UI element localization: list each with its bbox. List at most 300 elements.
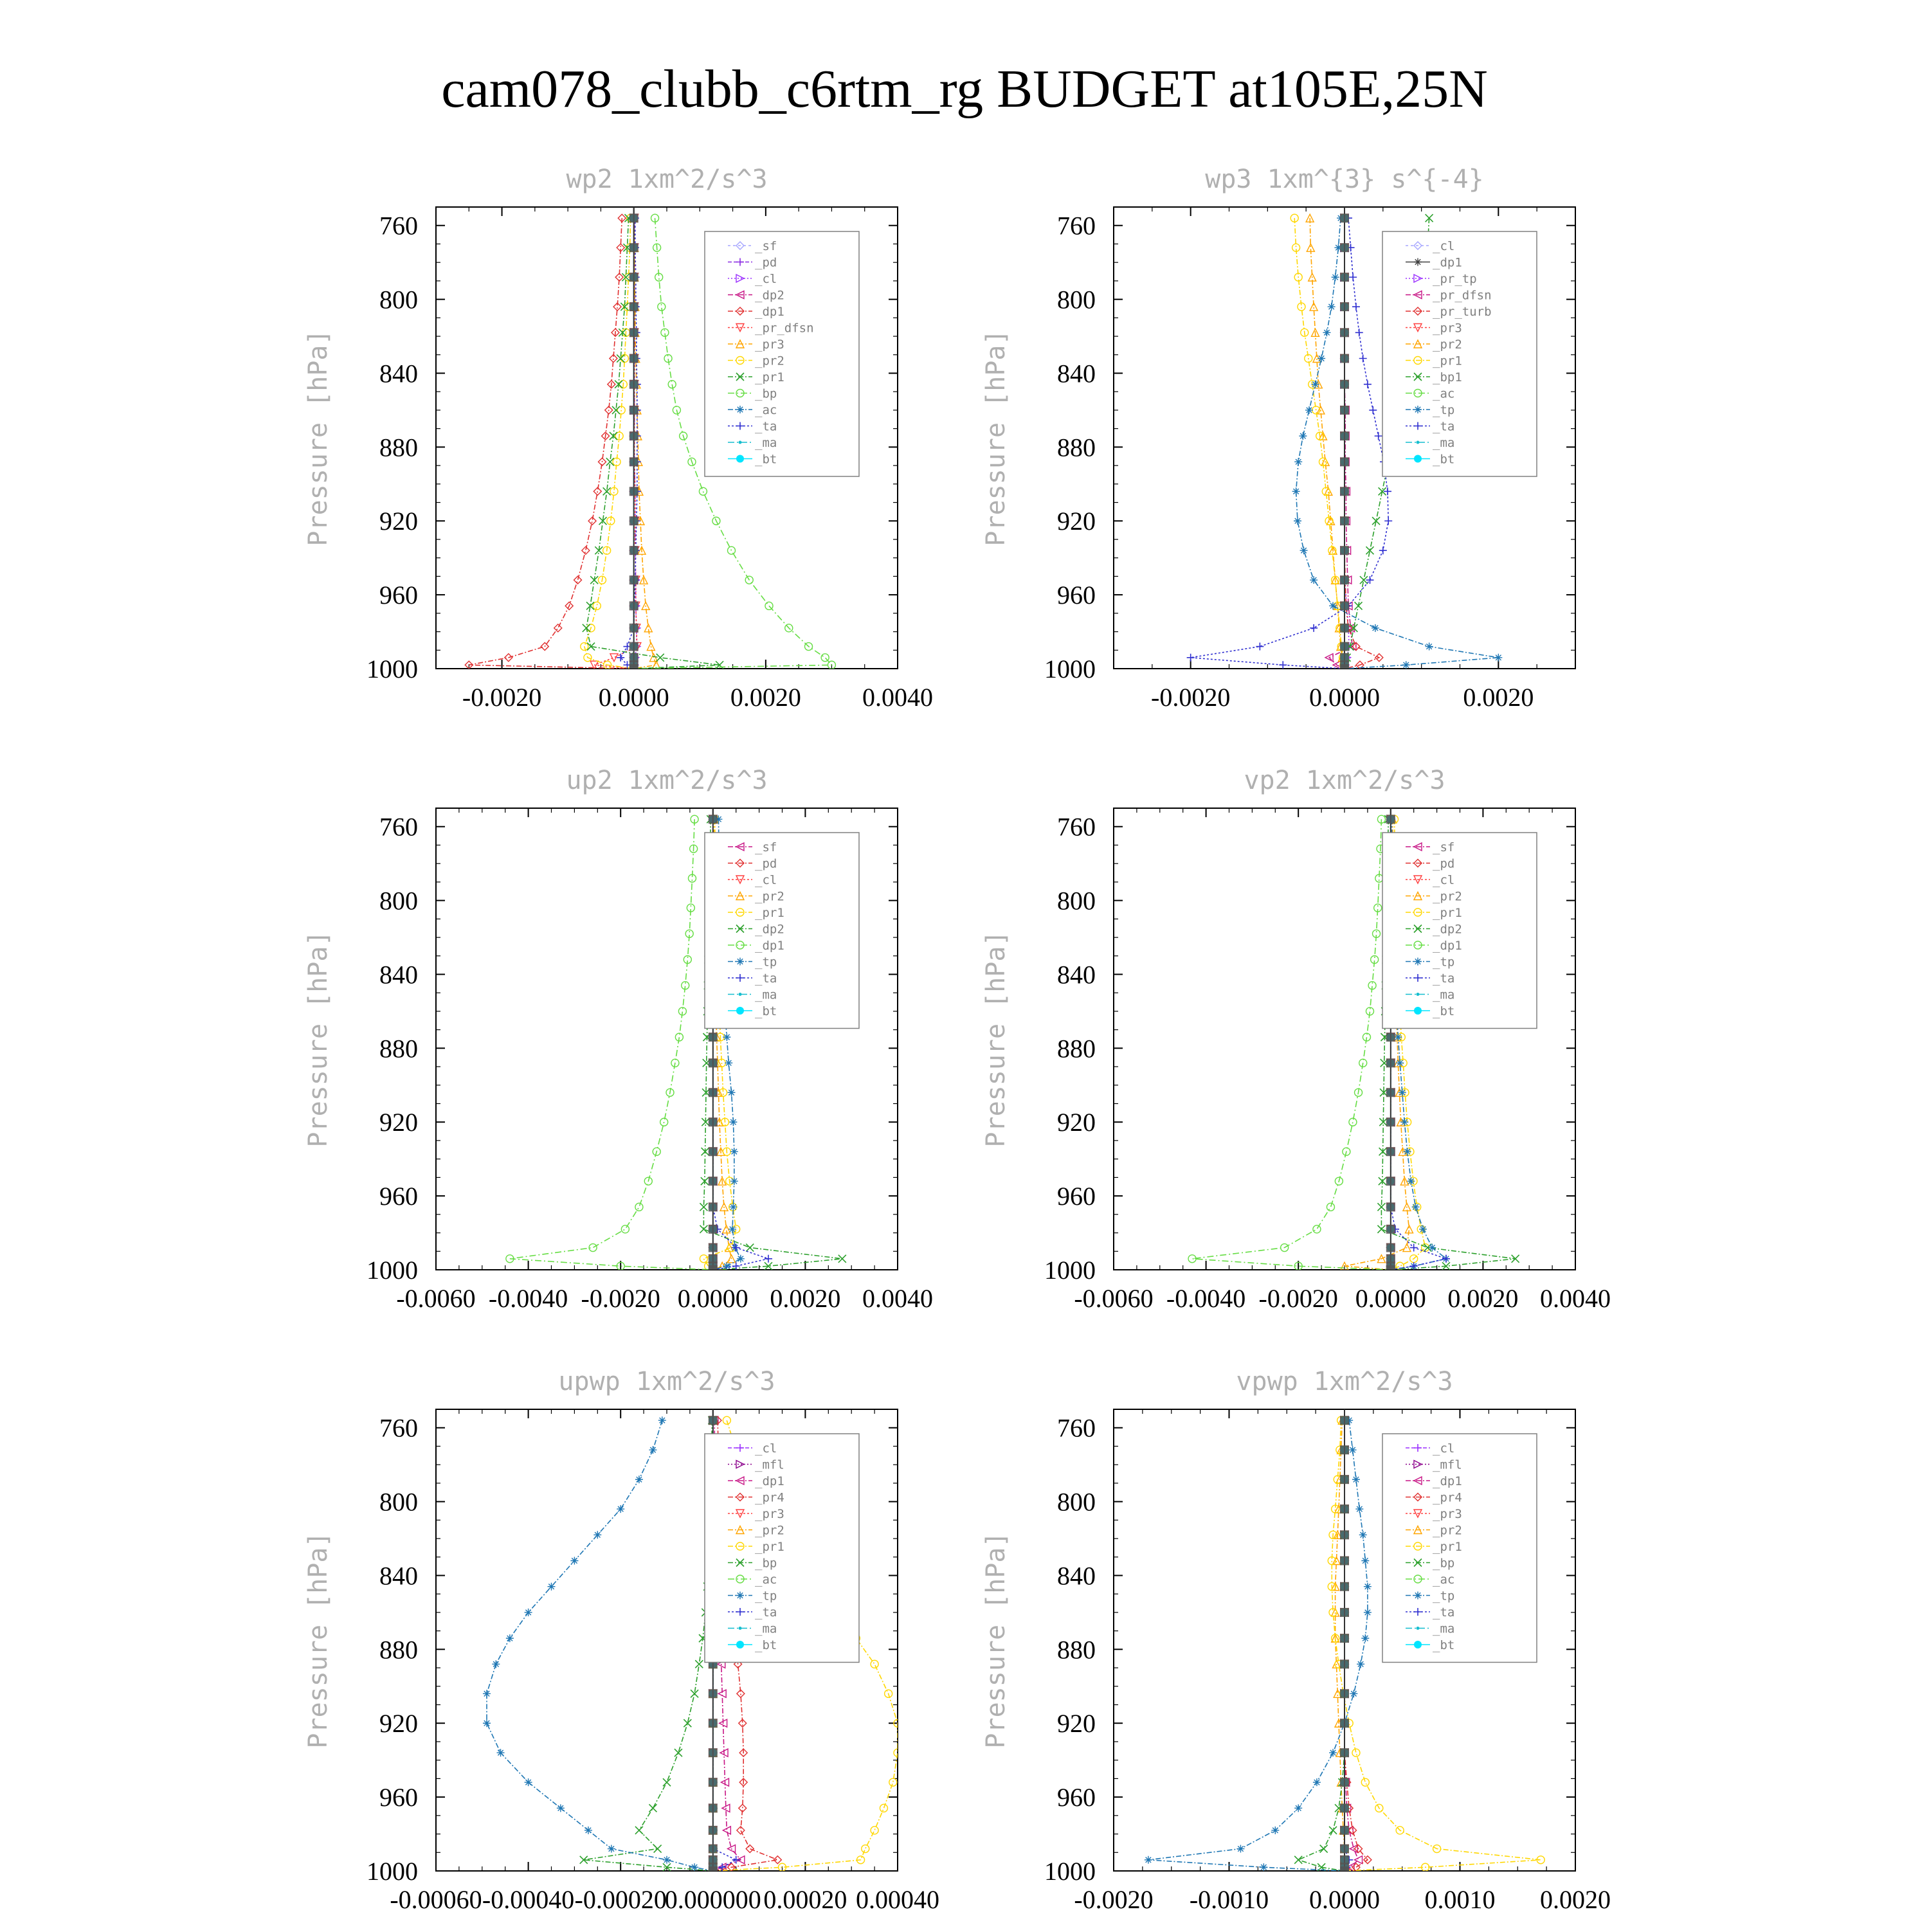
legend-label: _bt xyxy=(1433,1638,1455,1652)
series_tp-marker xyxy=(1292,487,1300,495)
x-tick-label: -0.0020 xyxy=(1074,1885,1154,1914)
legend-label: _mfl xyxy=(1433,1458,1462,1472)
legend_bt-marker xyxy=(736,455,744,463)
zero-marker xyxy=(629,457,638,466)
legend-label: _sf xyxy=(755,239,777,253)
legend-label: _bp xyxy=(755,1556,777,1571)
series_dp1-marker xyxy=(1313,1225,1321,1233)
x-tick-label: 0.0040 xyxy=(1540,1284,1611,1313)
series-line_pr1 xyxy=(586,218,720,669)
series_tp-marker xyxy=(658,1416,666,1424)
series_ta-marker xyxy=(1355,329,1363,336)
zero-marker xyxy=(1386,1147,1395,1156)
series_bp xyxy=(580,1416,717,1875)
series_pr2-marker xyxy=(593,602,601,609)
legend-label: _pr3 xyxy=(755,1507,784,1521)
zero-marker xyxy=(1340,1504,1349,1513)
zero-marker xyxy=(629,575,638,584)
series_tp-marker xyxy=(506,1634,514,1642)
x-tick-label: 0.0040 xyxy=(862,683,933,712)
zero-marker xyxy=(1386,1225,1395,1234)
zero-marker xyxy=(1340,546,1349,555)
legend_tp-marker xyxy=(1414,406,1422,413)
legend xyxy=(1382,231,1537,476)
series_tp-marker xyxy=(1359,1531,1367,1539)
zero-marker xyxy=(1386,1088,1395,1097)
legend-label: _pr1 xyxy=(1433,1540,1462,1554)
legend-label: _cl xyxy=(1433,239,1455,253)
x-tick-label: -0.00060 xyxy=(390,1885,482,1914)
legend-label: _bp xyxy=(1433,1556,1455,1571)
zero-marker xyxy=(1386,1202,1395,1211)
zero-marker xyxy=(1340,213,1349,222)
series_tp-marker xyxy=(1412,1203,1420,1211)
series_pr1-marker xyxy=(700,1255,707,1263)
y-tick-label: 1000 xyxy=(367,1256,418,1285)
legend-label: _pr2 xyxy=(1433,338,1462,352)
series_tp-marker xyxy=(1361,1634,1369,1642)
zero-marker xyxy=(1340,1475,1349,1484)
y-tick-label: 920 xyxy=(1057,1709,1096,1738)
legend-label: _pr1 xyxy=(755,906,784,920)
series_tp-marker xyxy=(1352,1476,1360,1483)
series_ta-marker xyxy=(1375,432,1382,440)
series_pr4-marker xyxy=(746,1845,754,1853)
legend-label: _cl xyxy=(755,272,777,286)
legend_ma-marker xyxy=(1417,441,1420,444)
zero-marker xyxy=(709,1177,718,1186)
y-tick-label: 960 xyxy=(379,1182,418,1211)
series_ta-marker xyxy=(1310,624,1318,632)
zero-marker xyxy=(1386,1033,1395,1042)
legend-label: _tp xyxy=(1433,1589,1455,1603)
series_tp-marker xyxy=(663,1856,671,1864)
series_tp-marker xyxy=(1402,661,1410,669)
zero-marker xyxy=(629,243,638,252)
zero-marker xyxy=(709,1225,718,1234)
chart-panel-2 xyxy=(981,165,1575,712)
legend_ma-marker xyxy=(1417,993,1420,996)
legend_bt-marker xyxy=(1414,455,1422,463)
legend xyxy=(705,231,859,476)
legend-label: _ta xyxy=(755,971,777,986)
series_pr1-marker xyxy=(871,1660,878,1668)
legend-label: _dp1 xyxy=(1433,1474,1462,1488)
legend-label: _pr2 xyxy=(755,1523,784,1538)
legend-label: _cl xyxy=(755,1441,777,1456)
y-tick-label: 880 xyxy=(1057,433,1096,462)
x-tick-label: -0.0010 xyxy=(1189,1885,1269,1914)
legend-label: _pr2 xyxy=(1433,1523,1462,1538)
panel-title: up2 1xm^2/s^3 xyxy=(566,766,768,795)
series_dp1-marker xyxy=(554,624,562,632)
legend-label: _pr4 xyxy=(755,1490,784,1505)
zero-marker xyxy=(1340,516,1349,525)
zero-marker xyxy=(629,328,638,337)
legend_tp-marker xyxy=(736,958,744,966)
series_dp1 xyxy=(1188,815,1395,1274)
series_tp-marker xyxy=(635,1476,643,1483)
panel-title: wp3 1xm^{3} s^{-4} xyxy=(1205,165,1484,194)
series_bp1-marker xyxy=(1372,517,1380,525)
zero-marker xyxy=(1340,1445,1349,1454)
series_tp-marker xyxy=(1426,643,1433,651)
series-line_pr2 xyxy=(584,218,634,669)
series_tp-marker xyxy=(1404,1148,1411,1155)
series_dp1-marker xyxy=(1327,1203,1334,1211)
panel-title: vp2 1xm^2/s^3 xyxy=(1244,766,1445,795)
panel-title: vpwp 1xm^2/s^3 xyxy=(1236,1367,1453,1396)
zero-marker xyxy=(629,354,638,363)
zero-marker xyxy=(1340,1748,1349,1757)
series_tp-marker xyxy=(1313,1778,1321,1786)
series_ta-marker xyxy=(1369,406,1377,414)
series_dp2-marker xyxy=(1377,1225,1385,1233)
series_tp-marker xyxy=(617,1505,624,1513)
y-tick-label: 880 xyxy=(1057,1635,1096,1665)
zero-marker xyxy=(1340,243,1349,252)
legend-label: _pr3 xyxy=(1433,321,1462,336)
legend-label: _pr_dfsn xyxy=(755,321,814,336)
legend-label: _ac xyxy=(755,1573,777,1587)
y-tick-label: 1000 xyxy=(1044,1256,1096,1285)
zero-marker xyxy=(1386,1117,1395,1126)
zero-marker xyxy=(1340,664,1349,673)
legend xyxy=(705,833,859,1029)
y-axis-label: Pressure [hPa] xyxy=(303,1531,333,1749)
series_tp-marker xyxy=(1318,355,1325,363)
series_dp1-marker xyxy=(621,1225,629,1233)
x-tick-label: 0.0040 xyxy=(862,1284,933,1313)
zero-marker xyxy=(1340,1803,1349,1812)
series_ta xyxy=(1187,214,1393,673)
series_pr1-marker xyxy=(610,432,617,440)
series_tp-marker xyxy=(1329,602,1337,609)
series_bp-marker xyxy=(699,487,707,495)
legend-label: _ta xyxy=(1433,419,1455,434)
series_tp-marker xyxy=(1400,1118,1408,1126)
x-tick-label: -0.0020 xyxy=(462,683,542,712)
y-tick-label: 960 xyxy=(1057,1182,1096,1211)
zero-marker xyxy=(1386,1243,1395,1252)
series_tp-marker xyxy=(570,1557,578,1565)
series_bp-marker xyxy=(663,1778,671,1786)
zero-marker xyxy=(629,601,638,610)
series_tp-marker xyxy=(1399,1088,1406,1096)
panel-title: wp2 1xm^2/s^3 xyxy=(566,165,768,194)
legend-label: _ac xyxy=(1433,386,1455,401)
y-tick-label: 760 xyxy=(379,1413,418,1443)
y-tick-label: 920 xyxy=(379,507,418,536)
series_tp-marker xyxy=(1419,1225,1427,1233)
series_tp-marker xyxy=(1328,303,1336,311)
x-tick-label: 0.0020 xyxy=(1447,1284,1519,1313)
series_tp-marker xyxy=(730,1177,738,1185)
x-tick-label: 0.0000 xyxy=(598,683,669,712)
zero-marker xyxy=(629,516,638,525)
zero-marker xyxy=(709,1803,718,1812)
series_ta-marker xyxy=(1187,654,1195,662)
zero-line-markers xyxy=(629,207,638,673)
legend-label: _pr_dfsn xyxy=(1433,288,1492,303)
y-tick-label: 960 xyxy=(1057,1783,1096,1812)
zero-marker xyxy=(1340,380,1349,389)
series_bp-marker xyxy=(654,1845,662,1853)
legend-label: _ac xyxy=(755,403,777,417)
legend-label: _ma xyxy=(1433,1621,1455,1636)
series_tp-marker xyxy=(737,1255,745,1263)
y-tick-label: 920 xyxy=(1057,1108,1096,1137)
zero-marker xyxy=(1386,815,1395,824)
zero-marker xyxy=(709,1058,718,1067)
zero-marker xyxy=(629,642,638,651)
legend_bt-marker xyxy=(1414,1007,1422,1015)
series_pr1-marker xyxy=(862,1845,869,1853)
legend xyxy=(1382,833,1537,1029)
series_tp-marker xyxy=(1396,1059,1404,1067)
x-tick-label: 0.0000 xyxy=(1355,1284,1426,1313)
series-line_tp xyxy=(487,1420,713,1871)
panel-title: upwp 1xm^2/s^3 xyxy=(558,1367,775,1396)
series-line_dp1 xyxy=(1192,819,1391,1270)
legend-label: _pr2 xyxy=(755,889,784,904)
legend-label: _ta xyxy=(1433,971,1455,986)
legend-label: _pr3 xyxy=(1433,1507,1462,1521)
y-tick-label: 840 xyxy=(379,1561,418,1591)
zero-marker xyxy=(1340,406,1349,415)
legend-label: _ma xyxy=(1433,436,1455,450)
legend-label: _pr_turb xyxy=(1433,305,1492,319)
zero-marker xyxy=(709,1088,718,1097)
legend-label: _pr1 xyxy=(1433,354,1462,368)
series_ta-marker xyxy=(617,654,624,662)
x-tick-label: 0.0000 xyxy=(677,1284,748,1313)
zero-marker xyxy=(1340,431,1349,440)
x-tick-label: 0.0020 xyxy=(770,1284,841,1313)
series_ta-marker xyxy=(1352,303,1360,311)
zero-marker xyxy=(1340,1826,1349,1835)
legend-label: _mfl xyxy=(755,1458,784,1472)
series_pr_dfsn-marker xyxy=(610,654,618,662)
y-tick-label: 920 xyxy=(1057,507,1096,536)
zero-marker xyxy=(1340,1845,1349,1854)
legend-label: _dp1 xyxy=(755,1474,784,1488)
series_tp-marker xyxy=(1349,1446,1357,1454)
series_tp-marker xyxy=(1260,1863,1267,1871)
series_pr1-marker xyxy=(1352,1749,1360,1756)
series_tp-marker xyxy=(1310,576,1318,584)
x-tick-label: -0.0020 xyxy=(1258,1284,1338,1313)
x-tick-label: -0.0020 xyxy=(1151,683,1231,712)
series_tp-marker xyxy=(1305,406,1313,414)
series_tp-marker xyxy=(584,1827,592,1834)
x-tick-label: 0.0000 xyxy=(1309,683,1380,712)
legend-label: _pr_tp xyxy=(1433,272,1477,286)
y-tick-label: 840 xyxy=(1057,960,1096,989)
series_tp-marker xyxy=(723,1033,730,1041)
legend-label: _bt xyxy=(755,452,777,467)
zero-marker xyxy=(709,1033,718,1042)
series_bp1-marker xyxy=(1355,602,1363,609)
zero-marker xyxy=(1340,1634,1349,1643)
y-tick-label: 800 xyxy=(1057,285,1096,314)
y-tick-label: 880 xyxy=(1057,1034,1096,1063)
x-tick-label: -0.0040 xyxy=(488,1284,568,1313)
series_pr1-marker xyxy=(871,1827,878,1834)
zero-marker xyxy=(629,624,638,633)
series_tp-marker xyxy=(649,1446,657,1454)
series_tp-marker xyxy=(1357,1660,1364,1668)
zero-marker xyxy=(1340,1719,1349,1728)
series_tp-marker xyxy=(1355,1505,1363,1513)
series_ta-marker xyxy=(765,1255,772,1263)
legend xyxy=(1382,1434,1537,1663)
series_bp-marker xyxy=(684,1719,691,1727)
zero-marker xyxy=(709,1866,718,1875)
series-line_pr_turb xyxy=(1345,218,1379,669)
y-tick-label: 760 xyxy=(1057,1413,1096,1443)
legend_ac-marker xyxy=(736,406,744,413)
zero-marker xyxy=(709,1689,718,1698)
series_tp xyxy=(483,1416,717,1875)
series-line_pr2 xyxy=(1310,218,1345,669)
series_dp1 xyxy=(465,214,637,673)
legend_ma-marker xyxy=(1417,1627,1420,1630)
series_tp-marker xyxy=(729,1225,736,1233)
chart-panel-3 xyxy=(303,766,933,1313)
x-tick-label: 0.0020 xyxy=(730,683,801,712)
legend-label: _ta xyxy=(755,419,777,434)
y-axis-label: Pressure [hPa] xyxy=(981,329,1011,546)
x-tick-label: 0.0000 xyxy=(1309,1885,1380,1914)
series_ta-marker xyxy=(1256,643,1263,651)
series_pr1 xyxy=(583,214,723,673)
zero-marker xyxy=(709,1147,718,1156)
legend-label: _pd xyxy=(755,255,777,270)
series_tp-marker xyxy=(1294,1804,1302,1812)
series-line_pr_dfsn xyxy=(1329,218,1352,669)
zero-marker xyxy=(1340,1689,1349,1698)
zero-marker xyxy=(1340,1582,1349,1591)
legend-label: _ac xyxy=(1433,1573,1455,1587)
legend xyxy=(705,1434,859,1663)
zero-marker xyxy=(1340,1866,1349,1875)
y-tick-label: 1000 xyxy=(1044,1857,1096,1886)
series_tp-marker xyxy=(557,1804,565,1812)
series_tp-marker xyxy=(1145,1856,1152,1864)
series_tp-marker xyxy=(1364,1583,1372,1591)
zero-marker xyxy=(1340,1608,1349,1617)
zero-marker xyxy=(629,546,638,555)
zero-marker xyxy=(1340,624,1349,633)
zero-marker xyxy=(629,380,638,389)
y-tick-label: 840 xyxy=(379,359,418,388)
x-tick-label: -0.0060 xyxy=(1074,1284,1154,1313)
series_bp-marker xyxy=(1329,1827,1337,1834)
y-tick-label: 800 xyxy=(379,886,418,916)
x-tick-label: 0.0020 xyxy=(1463,683,1534,712)
legend-label: _ta xyxy=(1433,1605,1455,1620)
y-tick-label: 840 xyxy=(379,960,418,989)
zero-marker xyxy=(709,815,718,824)
y-tick-label: 880 xyxy=(379,1635,418,1665)
zero-marker xyxy=(709,1845,718,1854)
series_ta-marker xyxy=(1359,355,1367,363)
y-tick-label: 1000 xyxy=(367,655,418,683)
series-line_dp1 xyxy=(469,218,633,669)
legend_dp1-marker xyxy=(1414,258,1422,266)
series_tp-marker xyxy=(723,1262,730,1270)
zero-marker xyxy=(1340,328,1349,337)
x-tick-label: -0.0060 xyxy=(396,1284,476,1313)
x-tick-label: -0.00020 xyxy=(574,1885,667,1914)
zero-marker xyxy=(709,1719,718,1728)
x-tick-label: 0.0020 xyxy=(1540,1885,1611,1914)
legend_ma-marker xyxy=(739,1627,742,1630)
series_pr1 xyxy=(1291,214,1348,673)
series_tp-marker xyxy=(729,1118,737,1126)
series_tp-marker xyxy=(1271,1827,1279,1834)
series_tp-marker xyxy=(1394,1033,1402,1041)
legend_tp-marker xyxy=(736,1592,744,1600)
zero-marker xyxy=(1340,457,1349,466)
legend-label: _tp xyxy=(755,955,777,970)
series_dp1 xyxy=(506,815,717,1274)
zero-marker xyxy=(1386,1265,1395,1274)
zero-marker xyxy=(1340,575,1349,584)
series_tp-marker xyxy=(1372,624,1379,632)
series_dp2-marker xyxy=(746,1244,754,1252)
legend-label: _dp2 xyxy=(755,922,784,937)
zero-marker xyxy=(629,664,638,673)
series_tp-marker xyxy=(1428,1244,1436,1252)
zero-marker xyxy=(1340,487,1349,496)
y-tick-label: 800 xyxy=(379,285,418,314)
y-tick-label: 760 xyxy=(379,211,418,240)
legend-label: _pr2 xyxy=(1433,889,1462,904)
legend-label: _dp2 xyxy=(1433,922,1462,937)
legend-label: _ma xyxy=(1433,988,1455,1002)
series_tp-marker xyxy=(483,1719,491,1727)
legend-label: _sf xyxy=(1433,840,1455,854)
zero-marker xyxy=(709,1243,718,1252)
legend-label: _bt xyxy=(1433,1004,1455,1018)
y-tick-label: 1000 xyxy=(1044,655,1096,683)
chart-panel-1 xyxy=(303,165,933,712)
zero-marker xyxy=(709,1202,718,1211)
series_tp-marker xyxy=(691,1863,698,1871)
zero-marker xyxy=(709,1416,718,1425)
series_tp-marker xyxy=(728,1088,736,1096)
series_tp-marker xyxy=(1329,1749,1337,1756)
y-tick-label: 800 xyxy=(1057,886,1096,916)
series_pr1-marker xyxy=(889,1778,897,1786)
zero-line-markers xyxy=(1340,1409,1349,1875)
chart-panel-5 xyxy=(303,1367,939,1914)
legend-label: _bp1 xyxy=(1433,370,1462,384)
x-tick-label: 0.0010 xyxy=(1424,1885,1496,1914)
y-axis-label: Pressure [hPa] xyxy=(303,930,333,1148)
series_tp-marker xyxy=(548,1583,556,1591)
y-tick-label: 880 xyxy=(379,1034,418,1063)
series_bp-marker xyxy=(1320,1845,1328,1853)
series_tp-marker xyxy=(725,1059,732,1067)
y-tick-label: 760 xyxy=(1057,812,1096,842)
y-tick-label: 840 xyxy=(1057,359,1096,388)
y-tick-label: 1000 xyxy=(367,1857,418,1886)
series_tp-marker xyxy=(1300,546,1308,554)
zero-marker xyxy=(1386,1058,1395,1067)
